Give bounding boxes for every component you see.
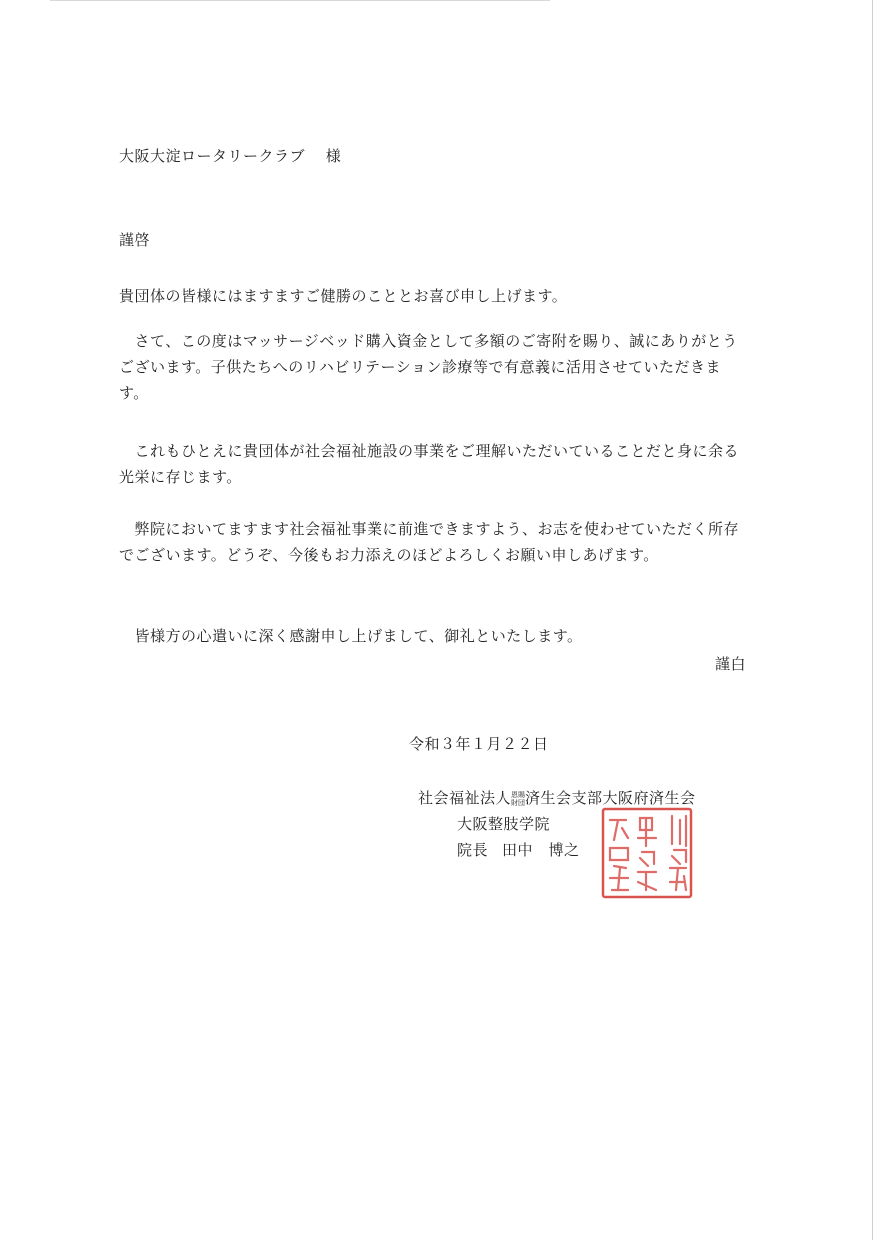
paragraph-2: さて、この度はマッサージベッド購入資金として多額のご寄附を賜り、誠にありがとうございます。子供たちへのリハビリテーション診療等で有意義に活用させていただきます。 [119, 332, 738, 402]
salutation: 謹啓 [119, 231, 151, 249]
paragraph-1: 貴団体の皆様にはますますご健勝のこととお喜び申し上げます。 [119, 287, 568, 305]
paragraph-5: 皆様方の心遣いに深く感謝申し上げまして、御礼といたします。 [119, 627, 583, 645]
sender-director [457, 840, 580, 860]
org-prefix: 社会福祉法人 [418, 789, 512, 807]
scan-edge-top [50, 0, 550, 1]
director-name: 田中 博之 [502, 841, 580, 859]
sender-organization [418, 788, 696, 808]
addressee: 大阪大淀ロータリークラブ 様 [119, 147, 342, 165]
director-title: 院長 [457, 841, 489, 859]
paragraph-3: これもひとえに貴団体が社会福祉施設の事業をご理解いただいていることだと身に余る光栄に存じます。 [119, 442, 740, 486]
paragraph-4: 弊院においてますます社会福祉事業に前進できますよう、お志を使わせていただく所存でございます。どうぞ、今後もお力添えのほどよろしくお願い申しあげます。 [119, 520, 740, 564]
sender-school: 大阪整肢学院 [457, 815, 551, 833]
official-seal-stamp [600, 806, 694, 900]
scan-edge-right [872, 0, 873, 1240]
org-suffix: 済生会支部大阪府済生会 [525, 789, 696, 807]
org-furigana-bottom: 財団 [511, 799, 526, 807]
closing: 謹白 [714, 655, 746, 673]
org-furigana-top: 恩賜 [511, 791, 526, 799]
org-furigana [511, 791, 525, 807]
date: 令和３年１月２２日 [409, 735, 549, 753]
